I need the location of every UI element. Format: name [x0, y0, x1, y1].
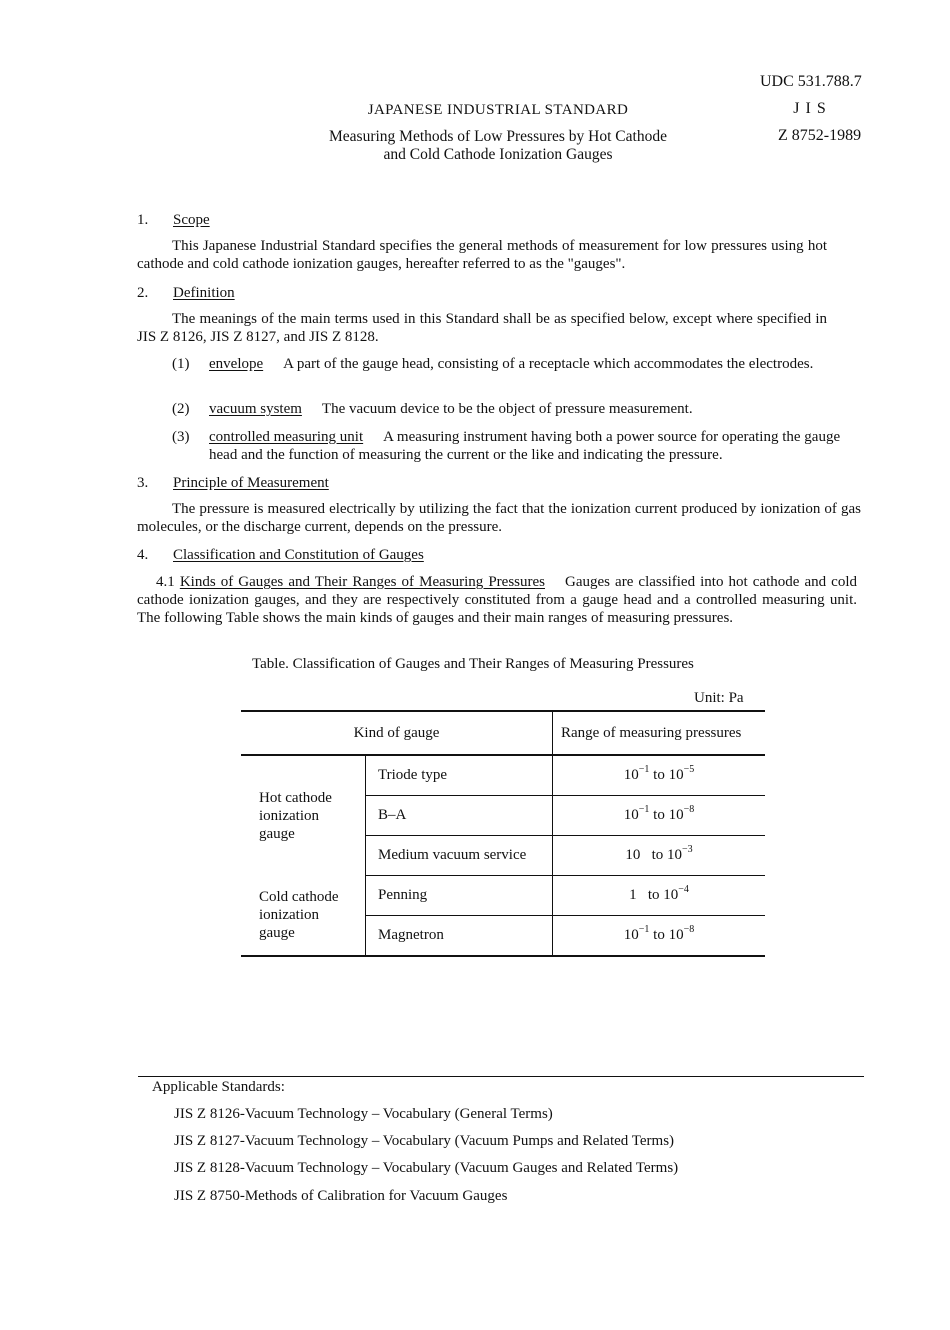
range-to-word: to: [651, 847, 664, 863]
subsection-4-1-number: 4.1: [156, 574, 175, 590]
type-cell: Magnetron: [366, 916, 553, 957]
header-range: Range of measuring pressures: [553, 711, 766, 755]
range-to-exp: −3: [682, 844, 693, 855]
range-from: 10: [625, 847, 641, 863]
applicable-standard-item: JIS Z 8126-Vacuum Technology – Vocabulary (General Terms): [174, 1106, 553, 1122]
range-to: 10: [668, 927, 684, 943]
applicable-standard-item: JIS Z 8128-Vacuum Technology – Vocabulary (Vacuum Gauges and Related Terms): [174, 1160, 679, 1176]
definition-item-3-text: A measuring instrument having both a power source for operating the gauge head and the function of measuring the current or the like and indicating the pressure.: [209, 429, 841, 463]
range-to: 10: [668, 767, 684, 783]
range-to-word: to: [653, 807, 665, 823]
range-cell: [553, 755, 766, 796]
definition-term-envelope: envelope: [209, 356, 264, 372]
range-to: 10: [668, 807, 684, 823]
definition-item-1-number: (1): [172, 356, 190, 372]
section-2-body: The meanings of the main terms used in this Standard shall be as specified below, except where specified in JIS Z 8126, JIS Z 8127, and JIS Z 8128.: [137, 311, 827, 345]
range-to-exp: −5: [683, 764, 695, 775]
standard-number: Z 8752-1989: [778, 127, 862, 144]
definition-item-1: [172, 355, 862, 373]
range-to: 10: [663, 887, 679, 903]
section-3-body: The pressure is measured electrically by utilizing the fact that the ionization current produced by ionization of gas molecules, or the discharge current, depends on the pressure.: [137, 501, 861, 535]
type-cell: B–A: [366, 796, 553, 836]
definition-term-vacuum-system: vacuum system: [209, 401, 302, 417]
table-caption: Table. Classification of Gauges and Their Ranges of Measuring Pressures: [252, 656, 694, 672]
group-cold-cathode: Cold cathode ionization gauge: [241, 876, 366, 957]
table-unit: Unit: Pa: [694, 690, 744, 706]
table-header-row: [241, 711, 765, 755]
definition-term-controlled-measuring-unit: controlled measuring unit: [209, 429, 364, 445]
range-from-exp: −1: [638, 764, 650, 775]
range-from-exp: −1: [638, 924, 650, 935]
applicable-standard-item: JIS Z 8127-Vacuum Technology – Vocabulary (Vacuum Pumps and Related Terms): [174, 1133, 675, 1149]
range-cell: [553, 796, 766, 836]
group-hot-cathode: Hot cathode ionization gauge: [259, 789, 332, 842]
table-row: [241, 876, 765, 916]
definition-item-3: [172, 428, 862, 464]
type-cell: Triode type: [366, 755, 553, 796]
jis-mark: J I S: [793, 100, 827, 117]
udc-number: UDC 531.788.7: [760, 73, 862, 90]
section-3-number: 3.: [137, 475, 149, 491]
definition-item-1-text: A part of the gauge head, consisting of a receptacle which accommodates the electrodes.: [283, 356, 814, 372]
type-cell: Penning: [366, 876, 553, 916]
range-to: 10: [667, 847, 683, 863]
section-4-number: 4.: [137, 547, 149, 563]
range-from-exp: −1: [638, 804, 650, 815]
subsection-4-1-title: Kinds of Gauges and Their Ranges of Measuring Pressures: [179, 574, 545, 590]
range-to-exp: −4: [678, 884, 689, 895]
range-from: 1: [629, 887, 637, 903]
gauge-classification-table: [241, 710, 765, 957]
table-row: [241, 755, 765, 796]
definition-item-2: [172, 400, 862, 418]
range-from: 10: [623, 807, 639, 823]
range-to-word: to: [653, 767, 665, 783]
standard-heading: JAPANESE INDUSTRIAL STANDARD: [367, 102, 629, 118]
range-to-exp: −8: [683, 924, 695, 935]
definition-item-2-text: The vacuum device to be the object of pressure measurement.: [321, 401, 693, 417]
applicable-standard-item: JIS Z 8750-Methods of Calibration for Vacuum Gauges: [174, 1188, 508, 1204]
section-4-title: Classification and Constitution of Gauges: [173, 547, 424, 563]
definition-item-2-number: (2): [172, 401, 190, 417]
type-cell: Medium vacuum service: [366, 836, 553, 876]
definition-item-3-number: (3): [172, 429, 190, 445]
section-1-body: This Japanese Industrial Standard specifies the general methods of measurement for low pressures using hot cathode and cold cathode ionization gauges, hereafter referred to as the "gauges".: [137, 238, 827, 272]
range-cell: [553, 836, 766, 876]
range-cell: [553, 916, 766, 957]
document-title-line-2: and Cold Cathode Ionization Gauges: [383, 146, 613, 163]
range-to-word: to: [647, 887, 660, 903]
document-title-line-1: Measuring Methods of Low Pressures by Hot Cathode: [329, 128, 667, 145]
section-2-title: Definition: [173, 285, 235, 301]
range-from: 10: [623, 927, 639, 943]
section-3-heading: [137, 474, 329, 492]
section-1-number: 1.: [137, 212, 149, 228]
header-kind-of-gauge: Kind of gauge: [241, 711, 553, 755]
section-2-number: 2.: [137, 285, 149, 301]
section-1-heading: [137, 211, 210, 229]
subsection-4-1-body: Gauges are classified into hot cathode and cold cathode ionization gauges, and they are respectively constituted from a gauge head and a controlled measuring unit. The following Table shows the main kinds of gauges and their main ranges of measuring pressures.: [137, 574, 858, 626]
applicable-standards-heading: Applicable Standards:: [152, 1079, 285, 1095]
section-1-title: Scope: [173, 212, 210, 228]
footnote-divider: [138, 1076, 864, 1077]
section-3-title: Principle of Measurement: [173, 475, 329, 491]
subsection-4-1: [137, 573, 857, 627]
range-cell: [553, 876, 766, 916]
range-from: 10: [623, 767, 639, 783]
section-2-heading: [137, 284, 235, 302]
range-to-exp: −8: [683, 804, 695, 815]
range-to-word: to: [653, 927, 665, 943]
section-4-heading: [137, 546, 424, 564]
